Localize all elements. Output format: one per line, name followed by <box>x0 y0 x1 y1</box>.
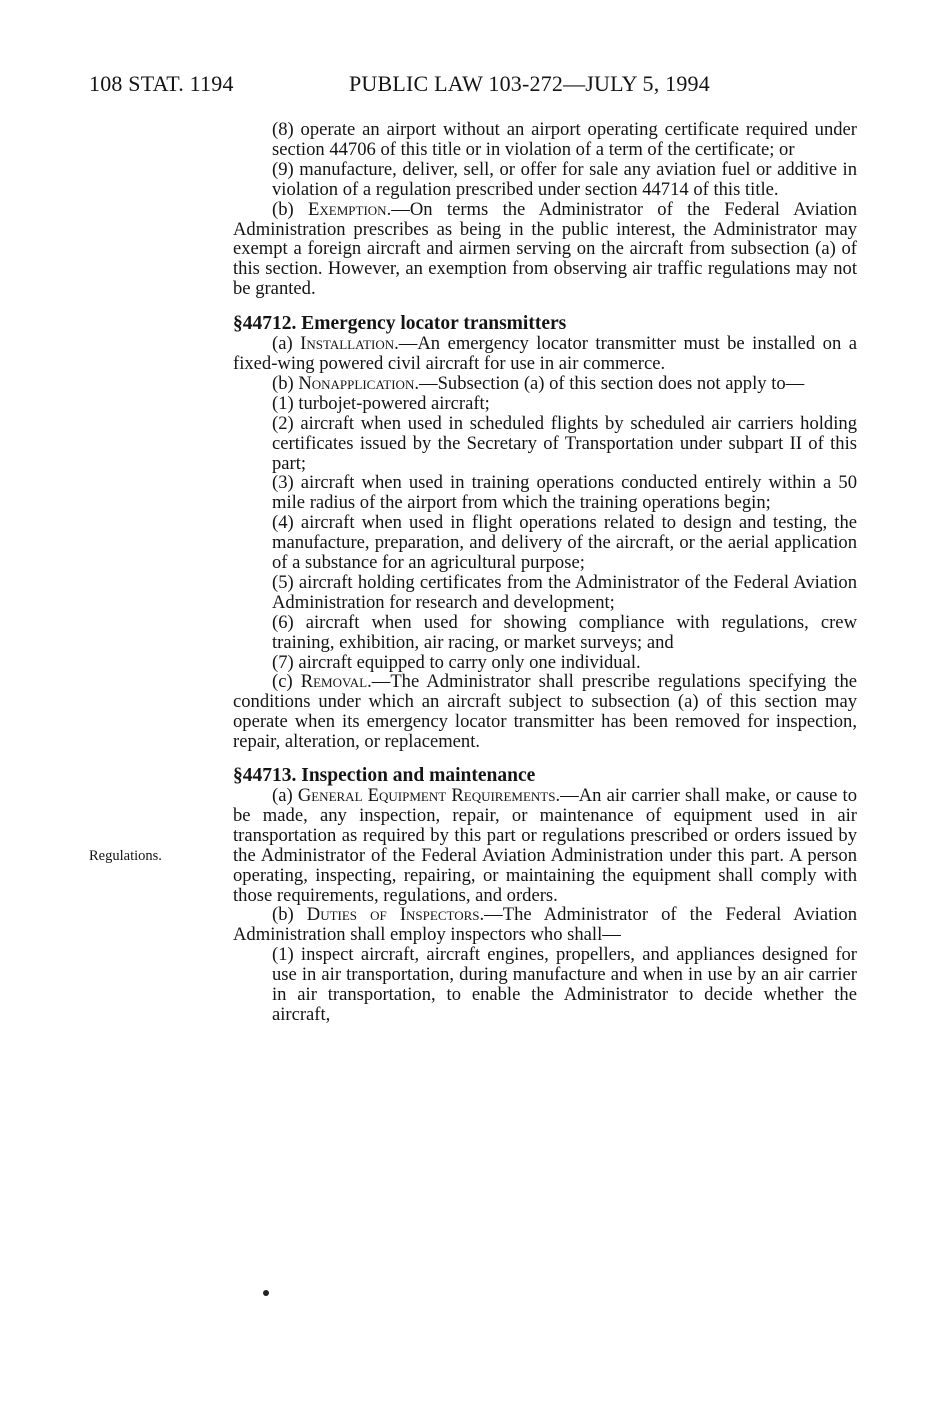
ink-dot <box>263 1290 269 1296</box>
section-title-44713: §44713. Inspection and maintenance <box>233 765 536 787</box>
paragraph-item-8: (8) operate an airport without an airport operating certificate required under section 44706 of this title or in violation of a term of the certificate; or <box>272 119 857 160</box>
subsection-text: An air carrier shall make, or cause to be made, any inspection, repair, or maintenance of equipment used in air transportation as required by this part or regulations prescribed or orders issued by the Administrator of the Federal Aviation Administration under this part. A person operating, inspecting, repairing, or maintaining the equipment shall comply with those requirements, regulations, and orders. <box>233 785 857 906</box>
subsection-marker: (a) <box>272 333 293 355</box>
subsection-marker: (b) <box>272 372 294 394</box>
page-citation: 108 STAT. 1194 <box>89 71 234 96</box>
subsection-text: The Administrator shall prescribe regulations specifying the conditions under which an aircraft subject to subsection (a) of this section may operate when its emergency locator transmitter has been removed for inspection, repair, alteration, or replacement. <box>233 671 857 753</box>
subsection-text: An emergency locator transmitter must be installed on a fixed-wing powered civil aircraft for use in air commerce. <box>233 333 857 374</box>
subsection-heading: Exemption <box>308 198 387 220</box>
running-head: PUBLIC LAW 103-272—JULY 5, 1994 <box>349 71 710 96</box>
subsection-a-installation: (a) Installation.—An emergency locator transmitter must be installed on a fixed-wing powered civil aircraft for use in air commerce. <box>233 333 857 374</box>
subsection-heading: Duties of Inspectors <box>306 904 480 926</box>
section-title-44712: §44712. Emergency locator transmitters <box>233 313 567 335</box>
list-item: (7) aircraft equipped to carry only one individual. <box>272 651 641 673</box>
subsection-c-removal: (c) Removal.—The Administrator shall prescribe regulations specifying the conditions under which an aircraft subject to subsection (a) of this section may operate when its emergency locator transmitter has been removed for inspection, repair, alteration, or replacement. <box>233 671 857 753</box>
subsection-heading: Removal <box>300 671 368 693</box>
subsection-text: The Administrator of the Federal Aviation Administration shall employ inspectors who shall— <box>233 904 857 946</box>
subsection-marker: (c) <box>272 671 293 693</box>
subsection-a-general-equipment: (a) General Equipment Requirements.—An air carrier shall make, or cause to be made, any inspection, repair, or maintenance of equipment used in air transportation as required by this part or regulations prescribed or orders issued by the Administrator of the Federal Aviation Administration under this part. A person operating, inspecting, repairing, or maintaining the equipment shall comply with those requirements, regulations, and orders. <box>233 785 857 906</box>
subsection-b-duties-of-inspectors: (b) Duties of Inspectors.—The Administrator of the Federal Aviation Administration shall employ inspectors who shall— <box>233 904 857 946</box>
list-item: (1) turbojet-powered aircraft; <box>272 392 490 414</box>
subsection-heading: Installation <box>300 333 395 355</box>
list-item: (6) aircraft when used for showing compliance with regulations, crew training, exhibition, air racing, or market surveys; and <box>272 611 857 653</box>
subsection-marker: (b) <box>272 198 294 220</box>
list-item: (2) aircraft when used in scheduled flights by scheduled air carriers holding certificates issued by the Secretary of Transportation under subpart II of this part; <box>272 412 857 474</box>
list-item: (3) aircraft when used in training operations conducted entirely within a 50 mile radius of the airport from which the training operations begin; <box>272 472 857 514</box>
list-item: (4) aircraft when used in flight operations related to design and testing, the manufacture, preparation, and delivery of the aircraft, or the aerial application of a substance for an agricultural purpose; <box>272 512 857 574</box>
subsection-heading: General Equipment Requirements <box>297 785 556 806</box>
subsection-heading: Nonapplication <box>298 372 415 394</box>
subsection-text: On terms the Administrator of the Federal Aviation Administration prescribes as being in the public interest, the Administrator may exempt a foreign aircraft and airmen serving on the aircraft from subsection (a) of this section. However, an exemption from observing air traffic regulations may not be granted. <box>233 198 857 300</box>
page-body <box>233 120 857 1025</box>
subsection-b-exemption: (b) Exemption.—On terms the Administrator of the Federal Aviation Administration prescribes as being in the public interest, the Administrator may exempt a foreign aircraft and airmen serving on the aircraft from subsection (a) of this section. However, an exemption from observing air traffic regulations may not be granted. <box>233 198 857 300</box>
subsection-marker: (a) <box>272 785 293 806</box>
subsection-b-nonapplication: (b) Nonapplication.—Subsection (a) of this section does not apply to— <box>272 372 805 394</box>
subsection-text: Subsection (a) of this section does not apply to— <box>437 372 805 394</box>
margin-note: Regulations. <box>89 848 162 864</box>
paragraph-item-9: (9) manufacture, deliver, sell, or offer for sale any aviation fuel or additive in violation of a regulation prescribed under section 44714 of this title. <box>272 158 857 200</box>
subsection-marker: (b) <box>272 904 294 926</box>
list-item: (5) aircraft holding certificates from the Administrator of the Federal Aviation Administration for research and development; <box>272 571 857 613</box>
list-item: (1) inspect aircraft, aircraft engines, propellers, and appliances designed for use in air transportation, during manufacture and when in use by an air carrier in air transportation, to enable the Administrator to decide whether the aircraft, <box>272 944 857 1025</box>
